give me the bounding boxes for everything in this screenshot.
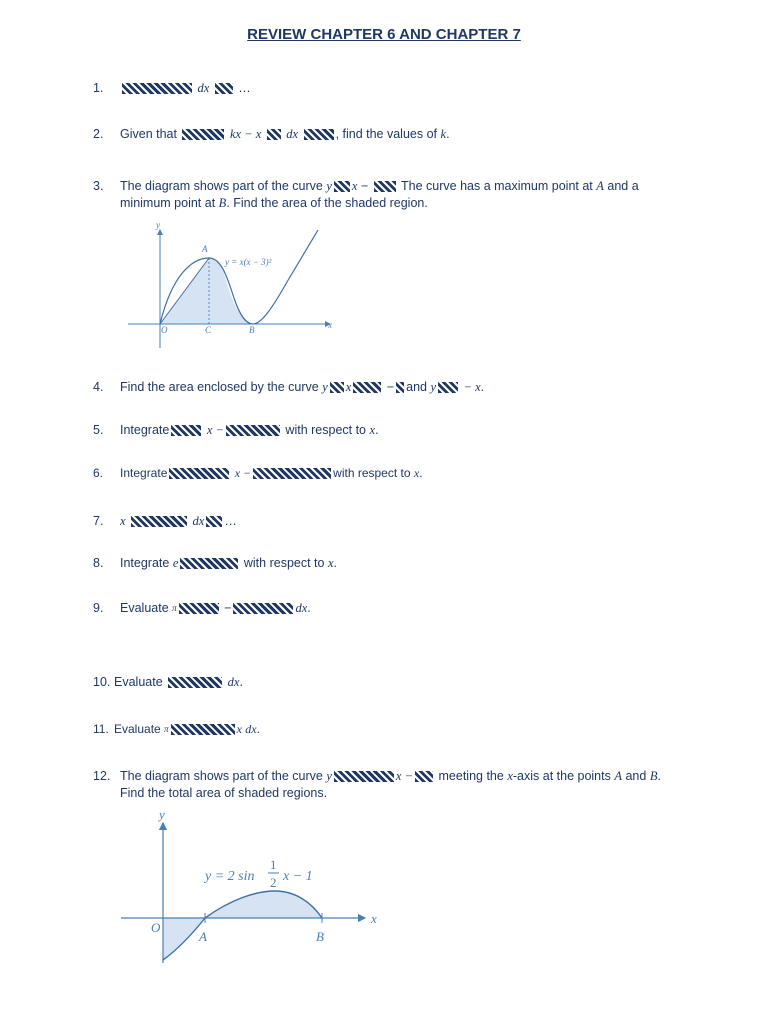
formula-text: x	[507, 769, 513, 783]
point-label: B	[218, 196, 227, 210]
formula-text: y	[326, 179, 332, 193]
garbled-formula	[131, 516, 187, 527]
formula-text: π	[172, 603, 177, 613]
garbled-formula	[334, 181, 350, 192]
formula-text: e	[172, 556, 179, 570]
garbled-formula	[206, 516, 222, 527]
question-text: .	[375, 423, 379, 437]
y-axis-label: y	[159, 807, 165, 822]
question-2	[0, 126, 768, 150]
question-text: .	[333, 556, 337, 570]
question-3	[0, 178, 768, 218]
x-axis-label: x	[328, 320, 332, 330]
garbled-formula	[353, 382, 381, 393]
x-axis-label: x	[371, 911, 377, 926]
question-text: The diagram shows part of the curve	[120, 179, 323, 193]
origin-label: O	[151, 920, 161, 935]
question-number: 9.	[93, 601, 104, 615]
question-number: 1.	[93, 81, 104, 95]
question-text: and	[406, 380, 427, 394]
question-9	[0, 600, 768, 640]
equation-lhs: y = 2 sin	[205, 869, 255, 884]
formula-text: dx	[192, 514, 205, 528]
formula-text: dx	[245, 722, 257, 736]
question-number: 3.	[93, 179, 104, 193]
garbled-formula	[215, 83, 233, 94]
question-text: and a minimum point at	[120, 179, 639, 210]
question-number: 5.	[93, 423, 104, 437]
formula-text: −	[386, 380, 395, 394]
formula-text: x	[369, 423, 376, 437]
question-text: and	[625, 769, 647, 783]
formula-text: x	[345, 380, 352, 394]
equation-denominator: 2	[270, 875, 277, 890]
figure-curve-max-min	[122, 220, 337, 355]
point-b-label: B	[249, 325, 255, 335]
page-title: REVIEW CHAPTER 6 AND CHAPTER 7	[247, 26, 521, 43]
question-number: 10.	[93, 675, 111, 689]
point-a-label: A	[199, 929, 207, 944]
garbled-formula	[396, 382, 404, 393]
garbled-formula	[267, 129, 281, 140]
shaded-region-above-axis	[205, 891, 322, 918]
formula-text: − x	[463, 380, 481, 394]
formula-text: y	[430, 380, 437, 394]
formula-text: π	[164, 724, 169, 734]
formula-text: x	[236, 722, 242, 736]
question-text: Evaluate	[114, 675, 163, 689]
formula-text: dx	[295, 601, 308, 615]
question-11	[0, 721, 768, 741]
garbled-formula	[226, 425, 280, 436]
figure-sine-curve	[115, 805, 385, 965]
point-b-label: B	[316, 929, 324, 944]
formula-text: y	[326, 769, 332, 783]
shaded-region	[160, 258, 253, 324]
garbled-formula	[415, 771, 433, 782]
formula-text: −	[360, 179, 369, 193]
question-text: Evaluate	[114, 722, 161, 736]
garbled-formula	[182, 129, 224, 140]
question-text: .	[419, 466, 423, 480]
question-12	[0, 768, 768, 808]
formula-text: …	[224, 514, 237, 528]
question-text: . Find the area of the shaded region.	[226, 196, 428, 210]
formula-text: x	[413, 466, 420, 480]
formula-text: dx	[197, 81, 210, 95]
question-text: with respect to	[285, 423, 367, 437]
question-text: .	[239, 675, 243, 689]
curve-equation: y = x(x − 3)²	[225, 257, 272, 267]
garbled-formula	[233, 603, 293, 614]
question-text: Integrate	[120, 423, 170, 437]
garbled-formula	[122, 83, 192, 94]
garbled-formula	[253, 468, 331, 479]
question-number: 2.	[93, 127, 104, 141]
question-text: .	[446, 127, 450, 141]
formula-text: x	[120, 514, 126, 528]
garbled-formula	[169, 468, 229, 479]
garbled-formula	[374, 181, 396, 192]
formula-text: x −	[395, 769, 414, 783]
question-text: .	[480, 380, 485, 394]
point-label: A	[614, 769, 622, 783]
question-text: .	[307, 601, 311, 615]
question-text: Find the area enclosed by the curve	[120, 380, 319, 394]
question-7	[0, 513, 768, 535]
question-text: Integrate	[120, 466, 168, 480]
question-text: . Find the total area of shaded regions.	[120, 769, 661, 800]
question-number: 7.	[93, 514, 104, 528]
question-text: The diagram shows part of the curve	[120, 769, 323, 783]
formula-text: dx	[286, 127, 299, 141]
question-text: with respect to	[333, 466, 411, 480]
question-5	[0, 422, 768, 442]
question-text: Evaluate	[120, 601, 169, 615]
question-text: .	[256, 722, 260, 736]
question-6	[0, 465, 768, 485]
garbled-formula	[438, 382, 458, 393]
question-number: 12.	[93, 769, 111, 783]
formula-text: kx − x	[229, 127, 262, 141]
garbled-formula	[330, 382, 344, 393]
question-4	[0, 379, 768, 399]
garbled-formula	[334, 771, 394, 782]
question-text: , find the values of	[335, 127, 438, 141]
question-8	[0, 555, 768, 575]
question-text: Integrate	[120, 556, 170, 570]
question-text: The curve has a maximum point at	[401, 179, 593, 193]
question-number: 8.	[93, 556, 104, 570]
garbled-formula	[168, 677, 222, 688]
formula-text: x	[351, 179, 358, 193]
point-label: A	[596, 179, 604, 193]
y-axis-label: y	[156, 220, 160, 230]
question-number: 11.	[93, 722, 109, 736]
origin-label: O	[161, 325, 168, 335]
question-text: Given that	[120, 127, 177, 141]
question-1	[0, 80, 768, 100]
formula-text: …	[238, 81, 251, 95]
garbled-formula	[171, 425, 201, 436]
question-text: -axis at the points	[512, 769, 611, 783]
formula-text: x	[327, 556, 334, 570]
point-c-label: C	[205, 325, 212, 335]
garbled-formula	[180, 558, 238, 569]
question-10	[0, 674, 768, 696]
point-a-label: A	[202, 244, 208, 254]
question-number: 4.	[93, 380, 104, 394]
question-number: 6.	[93, 466, 104, 480]
formula-text: x −	[206, 423, 224, 437]
question-text: meeting the	[438, 769, 504, 783]
point-label: B	[649, 769, 658, 783]
question-text: with respect to	[243, 556, 325, 570]
equation-rhs: x − 1	[283, 869, 313, 884]
variable-k: k	[440, 127, 447, 141]
garbled-formula	[171, 724, 235, 735]
formula-text: −	[224, 601, 232, 615]
formula-text: y	[322, 380, 328, 394]
garbled-formula	[179, 603, 219, 614]
garbled-formula	[304, 129, 334, 140]
formula-text: x −	[234, 466, 252, 480]
equation-numerator: 1	[270, 857, 277, 872]
formula-text: dx	[227, 675, 240, 689]
